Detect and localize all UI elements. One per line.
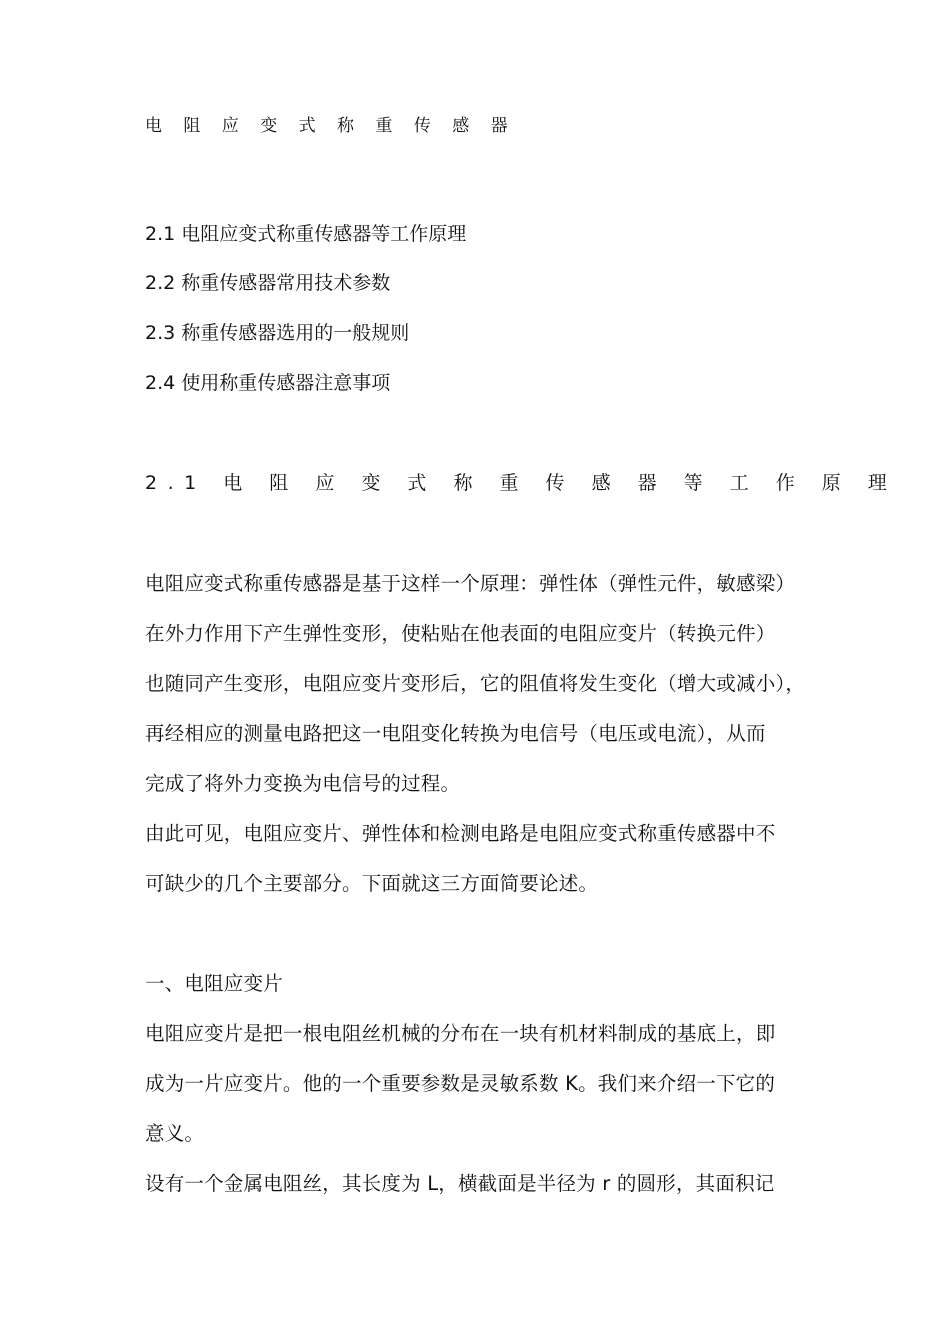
section-heading: 2.1 电 阻 应 变 式 称 重 传 感 器 等 工 作 原 理: [145, 472, 898, 494]
toc-item: 2.3 称重传感器选用的一般规则: [145, 322, 410, 344]
toc-item: 2.1 电阻应变式称重传感器等工作原理: [145, 223, 467, 245]
toc-item: 2.4 使用称重传感器注意事项: [145, 372, 391, 394]
paragraph-line: 设有一个金属电阻丝，其长度为 L，横截面是半径为 r 的圆形，其面积记: [145, 1172, 775, 1195]
paragraph-line: 完成了将外力变换为电信号的过程。: [145, 772, 461, 795]
document-title: 电 阻 应 变 式 称 重 传 感 器: [145, 116, 516, 136]
paragraph-line: 意义。: [145, 1122, 205, 1145]
paragraph-line: 成为一片应变片。他的一个重要参数是灵敏系数 K。我们来介绍一下它的: [145, 1072, 776, 1095]
toc-item: 2.2 称重传感器常用技术参数: [145, 272, 391, 294]
paragraph-line: 电阻应变片是把一根电阻丝机械的分布在一块有机材料制成的基底上，即: [145, 1022, 776, 1045]
subheading: 一、电阻应变片: [145, 972, 283, 995]
paragraph-line: 由此可见，电阻应变片、弹性体和检测电路是电阻应变式称重传感器中不: [145, 822, 776, 845]
paragraph-line: 再经相应的测量电路把这一电阻变化转换为电信号（电压或电流），从而: [145, 722, 766, 745]
paragraph-line: 也随同产生变形，电阻应变片变形后，它的阻值将发生变化（增大或减小），: [145, 672, 806, 695]
paragraph-line: 电阻应变式称重传感器是基于这样一个原理：弹性体（弹性元件，敏感梁）: [145, 572, 796, 595]
paragraph-line: 可缺少的几个主要部分。下面就这三方面简要论述。: [145, 872, 599, 895]
paragraph-line: 在外力作用下产生弹性变形，使粘贴在他表面的电阻应变片（转换元件）: [145, 622, 776, 645]
